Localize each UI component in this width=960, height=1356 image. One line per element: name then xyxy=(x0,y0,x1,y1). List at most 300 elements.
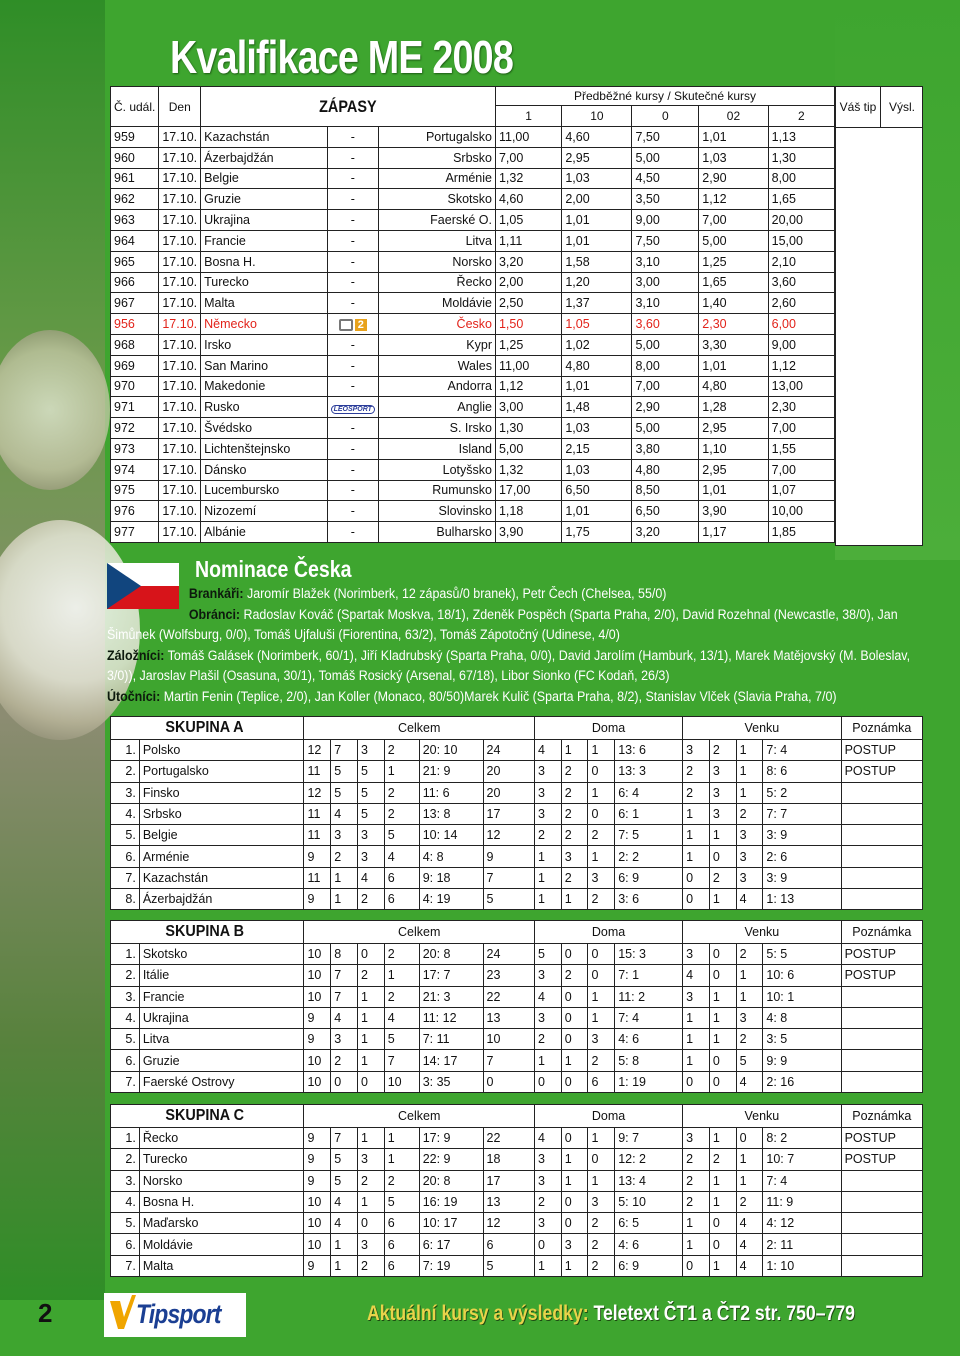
group-name-cell xyxy=(111,921,304,944)
team-name: Turecko xyxy=(139,1149,304,1170)
rank: 4. xyxy=(111,1191,140,1212)
note xyxy=(841,867,922,888)
home-team: Belgie xyxy=(201,168,327,189)
stat-value: 5 xyxy=(384,1029,419,1050)
standings-row xyxy=(111,889,923,910)
home-team: Gruzie xyxy=(201,189,327,210)
stat-value: 3: 35 xyxy=(419,1071,483,1092)
stat-value: 1 xyxy=(561,889,588,910)
event-number: 968 xyxy=(111,334,159,355)
header-tip: Váš tip xyxy=(836,87,880,128)
stat-value: 23 xyxy=(483,965,534,986)
note xyxy=(841,1255,922,1276)
stat-value: 13: 6 xyxy=(615,740,683,761)
odds-value: 4,60 xyxy=(495,189,561,210)
note: POSTUP xyxy=(841,740,922,761)
away-team: Kypr xyxy=(378,334,495,355)
stat-value: 0 xyxy=(534,1071,561,1092)
match-date: 17.10. xyxy=(159,272,201,293)
stat-value: 1 xyxy=(683,1213,710,1234)
stat-value: 2 xyxy=(384,782,419,803)
standings-row xyxy=(111,1128,923,1149)
odds-row xyxy=(111,147,835,168)
away-team: Moldávie xyxy=(378,293,495,314)
stat-value: 1 xyxy=(331,1255,358,1276)
match-separator xyxy=(327,210,378,231)
odds-value: 1,03 xyxy=(699,147,768,168)
odds-value: 7,00 xyxy=(768,459,834,480)
stat-value: 10 xyxy=(304,944,331,965)
match-date: 17.10. xyxy=(159,127,201,148)
stat-value: 1 xyxy=(357,986,384,1007)
home-team: Lichtenštejnsko xyxy=(201,438,327,459)
odds-row xyxy=(111,418,835,439)
rank: 2. xyxy=(111,1149,140,1170)
rank: 7. xyxy=(111,1071,140,1092)
stat-value: 20: 8 xyxy=(419,944,483,965)
stat-value: 1 xyxy=(709,986,736,1007)
odds-value: 1,32 xyxy=(495,459,561,480)
stat-value: 4 xyxy=(534,986,561,1007)
odds-value: 4,80 xyxy=(632,459,699,480)
away-team: Island xyxy=(378,438,495,459)
odds-value: 3,20 xyxy=(495,251,561,272)
group-table-a xyxy=(110,716,923,910)
stat-value: 1 xyxy=(736,1170,763,1191)
stat-value: 1 xyxy=(384,761,419,782)
stat-value: 2 xyxy=(588,1213,615,1234)
stat-value: 2: 16 xyxy=(763,1071,841,1092)
stat-value: 24 xyxy=(483,740,534,761)
match-date: 17.10. xyxy=(159,293,201,314)
stat-value: 0 xyxy=(709,1234,736,1255)
odds-row xyxy=(111,230,835,251)
stat-value: 6 xyxy=(384,1234,419,1255)
stat-value: 10 xyxy=(304,1071,331,1092)
stat-value: 1 xyxy=(736,782,763,803)
team-name: Skotsko xyxy=(139,944,304,965)
match-separator xyxy=(327,272,378,293)
stat-value: 3 xyxy=(534,1213,561,1234)
header-venku: Venku xyxy=(683,717,841,740)
tv-channel-badge: 2 xyxy=(355,319,367,331)
stat-value: 4 xyxy=(331,1007,358,1028)
match-date: 17.10. xyxy=(159,168,201,189)
stat-value: 1: 13 xyxy=(763,889,841,910)
event-number: 959 xyxy=(111,127,159,148)
stat-value: 9 xyxy=(304,1029,331,1050)
stat-value: 5 xyxy=(331,782,358,803)
stat-value: 4 xyxy=(357,867,384,888)
stat-value: 12: 2 xyxy=(615,1149,683,1170)
event-number: 976 xyxy=(111,501,159,522)
stat-value: 4 xyxy=(331,803,358,824)
standings-row xyxy=(111,761,923,782)
stat-value: 3 xyxy=(736,867,763,888)
stat-value: 9 xyxy=(483,846,534,867)
stat-value: 1 xyxy=(561,1255,588,1276)
note xyxy=(841,889,922,910)
stat-value: 11 xyxy=(304,803,331,824)
event-number: 966 xyxy=(111,272,159,293)
stat-value: 1 xyxy=(736,965,763,986)
stat-value: 0 xyxy=(561,1191,588,1212)
stat-value: 7 xyxy=(483,1050,534,1071)
away-team: Litva xyxy=(378,230,495,251)
stat-value: 6: 9 xyxy=(615,1255,683,1276)
dash: - xyxy=(350,525,355,540)
odds-row xyxy=(111,189,835,210)
away-team: S. Irsko xyxy=(378,418,495,439)
stat-value: 2 xyxy=(709,867,736,888)
odds-value: 11,00 xyxy=(495,355,561,376)
odds-value: 1,11 xyxy=(495,230,561,251)
event-number: 973 xyxy=(111,438,159,459)
stat-value: 10 xyxy=(304,986,331,1007)
odds-value: 1,12 xyxy=(699,189,768,210)
odds-value: 3,50 xyxy=(632,189,699,210)
stat-value: 4 xyxy=(736,1234,763,1255)
team-name: Portugalsko xyxy=(139,761,304,782)
stat-value: 7 xyxy=(331,986,358,1007)
stat-value: 4 xyxy=(736,1213,763,1234)
stat-value: 2: 11 xyxy=(763,1234,841,1255)
team-name: Moldávie xyxy=(139,1234,304,1255)
odds-value: 1,50 xyxy=(495,314,561,335)
stat-value: 0 xyxy=(588,803,615,824)
home-team: Lucembursko xyxy=(201,480,327,501)
match-separator xyxy=(327,459,378,480)
note xyxy=(841,846,922,867)
stat-value: 6 xyxy=(483,1234,534,1255)
team-name: Řecko xyxy=(139,1128,304,1149)
stat-value: 4 xyxy=(683,965,710,986)
header-poznamka: Poznámka xyxy=(841,1105,922,1128)
odds-value: 5,00 xyxy=(632,334,699,355)
stat-value: 3 xyxy=(588,1191,615,1212)
rank: 3. xyxy=(111,986,140,1007)
header-poznamka: Poznámka xyxy=(841,717,922,740)
nominace-title: Nominace Česka xyxy=(195,556,352,582)
footer-banner: Aktuální kursy a výsledky: Teletext ČT1 a ČT2 str. 750–779 xyxy=(367,1302,855,1325)
home-team: Dánsko xyxy=(201,459,327,480)
odds-value: 10,00 xyxy=(768,501,834,522)
stat-value: 1 xyxy=(357,1029,384,1050)
odds-row xyxy=(111,459,835,480)
odds-value: 1,01 xyxy=(562,210,632,231)
odds-value: 1,01 xyxy=(699,480,768,501)
stat-value: 0 xyxy=(357,1071,384,1092)
match-separator xyxy=(327,355,378,376)
stat-value: 3 xyxy=(534,965,561,986)
odds-value: 2,95 xyxy=(562,147,632,168)
event-number: 972 xyxy=(111,418,159,439)
stat-value: 1 xyxy=(534,1255,561,1276)
stat-value: 5 xyxy=(331,1149,358,1170)
stat-value: 2 xyxy=(561,803,588,824)
stat-value: 0 xyxy=(683,889,710,910)
header-0: 0 xyxy=(632,106,699,127)
odds-row xyxy=(111,334,835,355)
dash: - xyxy=(350,462,355,477)
stat-value: 1 xyxy=(736,740,763,761)
event-number: 965 xyxy=(111,251,159,272)
stat-value: 13: 8 xyxy=(419,803,483,824)
dash: - xyxy=(350,213,355,228)
stat-value: 1 xyxy=(588,782,615,803)
odds-value: 3,10 xyxy=(632,251,699,272)
stat-value: 20: 8 xyxy=(419,1170,483,1191)
odds-row xyxy=(111,438,835,459)
stat-value: 1 xyxy=(357,1007,384,1028)
stat-value: 4 xyxy=(331,1213,358,1234)
home-team: Bosna H. xyxy=(201,251,327,272)
odds-value: 2,10 xyxy=(768,251,834,272)
standings-row xyxy=(111,1007,923,1028)
odds-value: 3,60 xyxy=(768,272,834,293)
match-separator xyxy=(327,418,378,439)
odds-row xyxy=(111,127,835,148)
nominace-brankari: Brankáři: Jaromír Blažek (Norimberk, 12 zápasů/0 branek), Petr Čech (Chelsea, 55/0) xyxy=(188,586,667,601)
stat-value: 6: 1 xyxy=(615,803,683,824)
stat-value: 0 xyxy=(588,1149,615,1170)
away-team: Portugalsko xyxy=(378,127,495,148)
stat-value: 2 xyxy=(534,1191,561,1212)
stat-value: 2: 6 xyxy=(763,846,841,867)
stat-value: 5: 10 xyxy=(615,1191,683,1212)
note: POSTUP xyxy=(841,965,922,986)
header-doma: Doma xyxy=(534,921,682,944)
stat-value: 5: 5 xyxy=(763,944,841,965)
header-02: 02 xyxy=(699,106,768,127)
stat-value: 5: 2 xyxy=(763,782,841,803)
stat-value: 10 xyxy=(384,1071,419,1092)
stat-value: 11 xyxy=(304,825,331,846)
odds-value: 1,20 xyxy=(562,272,632,293)
stat-value: 8: 2 xyxy=(763,1128,841,1149)
stat-value: 1 xyxy=(683,846,710,867)
event-number: 977 xyxy=(111,522,159,543)
stat-value: 6: 9 xyxy=(615,867,683,888)
odds-value: 11,00 xyxy=(495,127,561,148)
home-team: Francie xyxy=(201,230,327,251)
stat-value: 10 xyxy=(304,1050,331,1071)
header-den: Den xyxy=(159,87,201,127)
group-table-c xyxy=(110,1104,923,1277)
odds-row xyxy=(111,272,835,293)
stat-value: 3 xyxy=(534,1170,561,1191)
stat-value: 5 xyxy=(357,782,384,803)
stat-value: 0 xyxy=(483,1071,534,1092)
stat-value: 1 xyxy=(561,1170,588,1191)
stat-value: 1 xyxy=(588,1170,615,1191)
stat-value: 2 xyxy=(561,867,588,888)
odds-value: 1,28 xyxy=(699,397,768,418)
away-team: Srbsko xyxy=(378,147,495,168)
match-date: 17.10. xyxy=(159,147,201,168)
team-name: Ukrajina xyxy=(139,1007,304,1028)
odds-value: 1,18 xyxy=(495,501,561,522)
odds-value: 3,60 xyxy=(632,314,699,335)
home-team: Kazachstán xyxy=(201,127,327,148)
match-separator xyxy=(327,397,378,418)
stat-value: 1 xyxy=(331,1234,358,1255)
odds-value: 9,00 xyxy=(632,210,699,231)
odds-value: 5,00 xyxy=(632,418,699,439)
event-number: 969 xyxy=(111,355,159,376)
stat-value: 3: 9 xyxy=(763,825,841,846)
stat-value: 3 xyxy=(331,825,358,846)
note xyxy=(841,782,922,803)
rank: 2. xyxy=(111,761,140,782)
header-venku: Venku xyxy=(683,921,841,944)
stat-value: 20: 10 xyxy=(419,740,483,761)
stat-value: 0 xyxy=(683,867,710,888)
stat-value: 4 xyxy=(736,889,763,910)
stat-value: 6 xyxy=(384,889,419,910)
match-date: 17.10. xyxy=(159,459,201,480)
odds-value: 1,12 xyxy=(495,376,561,397)
stat-value: 3: 5 xyxy=(763,1029,841,1050)
odds-value: 3,90 xyxy=(699,501,768,522)
note: POSTUP xyxy=(841,1149,922,1170)
stat-value: 2 xyxy=(561,965,588,986)
stat-value: 0 xyxy=(588,965,615,986)
stat-value: 2 xyxy=(357,1170,384,1191)
home-team: Švédsko xyxy=(201,418,327,439)
stat-value: 7: 11 xyxy=(419,1029,483,1050)
odds-value: 1,25 xyxy=(495,334,561,355)
stat-value: 1 xyxy=(561,1149,588,1170)
dash: - xyxy=(350,504,355,519)
odds-value: 1,75 xyxy=(562,522,632,543)
stat-value: 9 xyxy=(304,1128,331,1149)
stat-value: 2 xyxy=(736,803,763,824)
odds-value: 5,00 xyxy=(699,230,768,251)
team-name: Maďarsko xyxy=(139,1213,304,1234)
standings-row xyxy=(111,1213,923,1234)
odds-value: 1,58 xyxy=(562,251,632,272)
stat-value: 1 xyxy=(683,1007,710,1028)
group-name-cell xyxy=(111,717,304,740)
stat-value: 10 xyxy=(304,965,331,986)
stat-value: 13: 4 xyxy=(615,1170,683,1191)
stat-value: 5 xyxy=(331,1170,358,1191)
header-zapasy: ZÁPASY xyxy=(201,87,496,127)
standings-row xyxy=(111,1234,923,1255)
stat-value: 9: 7 xyxy=(615,1128,683,1149)
match-date: 17.10. xyxy=(159,189,201,210)
dash: - xyxy=(350,421,355,436)
odds-value: 1,07 xyxy=(768,480,834,501)
stat-value: 24 xyxy=(483,944,534,965)
stat-value: 4 xyxy=(384,1007,419,1028)
standings-row xyxy=(111,965,923,986)
odds-value: 1,12 xyxy=(768,355,834,376)
header-celkem: Celkem xyxy=(304,921,534,944)
stat-value: 0 xyxy=(534,1234,561,1255)
match-separator xyxy=(327,438,378,459)
nominace-zaloznici-cont: 3/0)), Jaroslav Plašil (Osasuna, 30/1), Tomáš Rosický (Arsenal, 67/18), Libor Sionko (FC Kodaň, 26/3) xyxy=(107,668,670,683)
odds-row xyxy=(111,168,835,189)
odds-value: 4,60 xyxy=(562,127,632,148)
stat-value: 8: 6 xyxy=(763,761,841,782)
stat-value: 2 xyxy=(561,782,588,803)
odds-value: 1,01 xyxy=(699,355,768,376)
stat-value: 2 xyxy=(736,1191,763,1212)
stat-value: 1 xyxy=(588,986,615,1007)
odds-value: 1,17 xyxy=(699,522,768,543)
stat-value: 2 xyxy=(683,761,710,782)
stat-value: 2 xyxy=(384,1170,419,1191)
stat-value: 3 xyxy=(709,761,736,782)
stat-value: 1 xyxy=(683,1050,710,1071)
event-number: 971 xyxy=(111,397,159,418)
stat-value: 1 xyxy=(534,889,561,910)
header-celkem: Celkem xyxy=(304,717,534,740)
stat-value: 17 xyxy=(483,1170,534,1191)
stat-value: 3 xyxy=(588,1029,615,1050)
away-team: Řecko xyxy=(378,272,495,293)
stat-value: 1 xyxy=(736,761,763,782)
stat-value: 1 xyxy=(709,1170,736,1191)
stat-value: 12 xyxy=(483,825,534,846)
stat-value: 6 xyxy=(384,1213,419,1234)
odds-value: 7,50 xyxy=(632,127,699,148)
stat-value: 17: 9 xyxy=(419,1128,483,1149)
standings-row xyxy=(111,846,923,867)
stat-value: 15: 3 xyxy=(615,944,683,965)
stat-value: 20 xyxy=(483,782,534,803)
stat-value: 21: 3 xyxy=(419,986,483,1007)
away-team: Lotyšsko xyxy=(378,459,495,480)
stat-value: 10 xyxy=(304,1234,331,1255)
stat-value: 2 xyxy=(357,965,384,986)
stat-value: 3 xyxy=(534,761,561,782)
match-date: 17.10. xyxy=(159,230,201,251)
group-name: SKUPINA B xyxy=(165,923,245,940)
odds-value: 2,15 xyxy=(562,438,632,459)
odds-value: 7,00 xyxy=(699,210,768,231)
stat-value: 10 xyxy=(483,1029,534,1050)
event-number: 967 xyxy=(111,293,159,314)
home-team: Rusko xyxy=(201,397,327,418)
odds-value: 1,03 xyxy=(562,168,632,189)
home-team: Ukrajina xyxy=(201,210,327,231)
away-team: Faerské O. xyxy=(378,210,495,231)
stat-value: 3 xyxy=(561,1234,588,1255)
standings-row xyxy=(111,782,923,803)
stat-value: 22 xyxy=(483,1128,534,1149)
stat-value: 3 xyxy=(709,803,736,824)
stat-value: 1 xyxy=(384,965,419,986)
odds-value: 13,00 xyxy=(768,376,834,397)
odds-row xyxy=(111,355,835,376)
odds-value: 7,00 xyxy=(768,418,834,439)
note xyxy=(841,1071,922,1092)
rank: 5. xyxy=(111,1213,140,1234)
tipsport-check-icon xyxy=(110,1295,136,1331)
odds-value: 4,50 xyxy=(632,168,699,189)
home-team: Nizozemí xyxy=(201,501,327,522)
stat-value: 0 xyxy=(357,1213,384,1234)
header-vysl: Výsl. xyxy=(881,87,923,128)
odds-value: 2,00 xyxy=(562,189,632,210)
stat-value: 7: 4 xyxy=(763,740,841,761)
stat-value: 5 xyxy=(483,889,534,910)
dash: - xyxy=(350,441,355,456)
stat-value: 1 xyxy=(683,825,710,846)
